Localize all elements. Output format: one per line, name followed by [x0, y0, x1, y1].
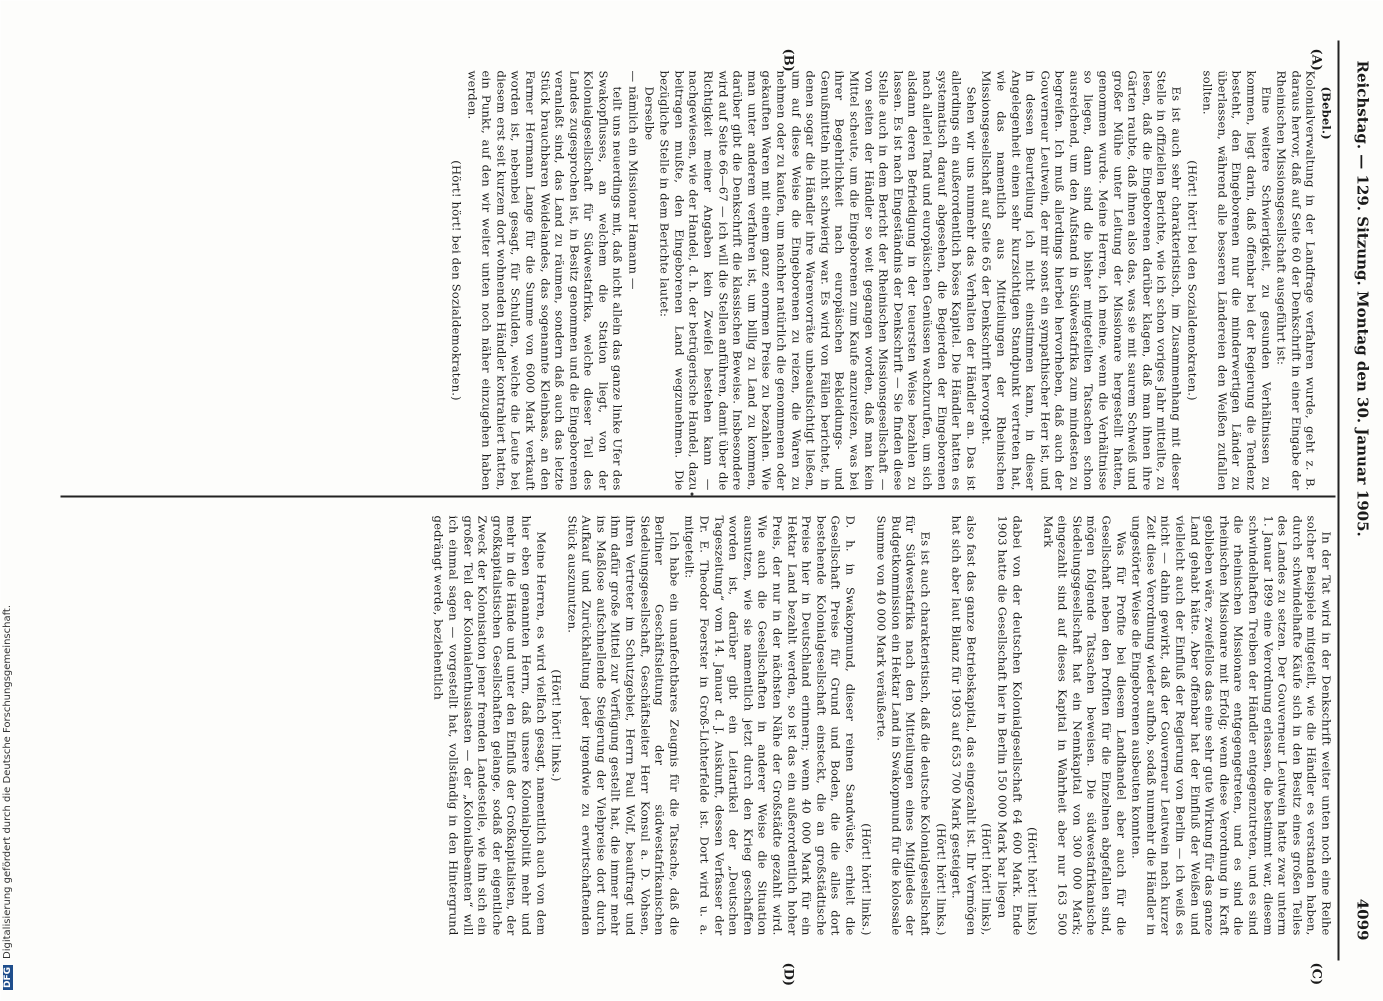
- paragraph: also fast das ganze Betriebskapital, das eingezahlt ist. Ihr Vermögen hat sich aber laut Bilanz für 1903 auf 653 700 Mark gesteigert.: [949, 515, 978, 936]
- column-marker-c: (C): [1308, 962, 1323, 986]
- paragraph: In der Tat wird in der Denkschrift weiter unten noch eine Reihe solcher Beispiele mitgeteilt, wie die Händler es verstanden haben, durch schwindelhafte Käufe sich in den Besitz eines großen Teiles des Landes zu setzen. Der Gouverneur Leutwein hatte zwar unterm 1. Januar 1899 eine Verordnung erlassen, die bestimmt war, diesem schwindelhaften Treiben der Händler entgegenzutreten, und es sind die rheinischen Missionare entgegengetreten, und es sind die rheinischen Missionare mit Erfolg; wenn diese Verordnung in Kraft geblieben wäre, zweifellos das eine sehr gute Wirkung für das ganze Land gehabt hätte. Aber offenbar hat der Einfluß der Weißen und vielleicht auch der Einfluß der Regierung von Berlin — ich weiß es nicht — dahin gewirkt, daß der Gouverneur Leutwein nach kurzer Zeit diese Verordnung wieder aufhob, sodaß nunmehr die Händler in ungestörter Weise die Eingeborenen ausbeuten konnten.: [1129, 515, 1333, 936]
- paragraph: D. h. in Swakopmund, dieser reinen Sandwüste, erhielt die Gesellschaft Preise für Grund und Boden, die die alles dort bestehende Kolonialgesellschaft einsteckt, die an großstädtische Preise hier in Deutschland erinnern; wenn 40 000 Mark für ein Hektar Land bezahlt werden, so ist das ein außerordentlich hoher Preis, der nur in der nächsten Nähe der Großstädte gezahlt wird. Wie auch die Gesellschaften in anderer Weise die Situation ausnutzen, wie sie namentlich jetzt durch den Krieg geschaffen worden ist, darüber gibt ein Leitartikel der „Deutschen Tageszeitung“ vom 14. Januar d. J. Auskunft, dessen Verfasser der Dr. E. Theodor Foerster in Groß-Lichterfelde ist. Dort wird u. a. mitgeteilt:: [682, 515, 857, 936]
- page-header: [1345, 61, 1371, 941]
- right-column: [430, 516, 1333, 936]
- interjection: (Hört! hört! links.): [858, 823, 873, 936]
- interjection: (Hört! hört! bei den Sozialdemokraten.): [448, 160, 463, 401]
- digitization-credit: Digitalisierung gefördert durch die Deutsche Forschungsgemeinschaft.: [2, 604, 13, 959]
- paragraph: — nämlich ein Missionar Hamann —: [626, 70, 641, 290]
- paragraph: Was für Profite bei diesem Landhandel aber auch für die Gesellschaft neben den Profiten für die Einzelnen abgefallen sind, mögen folgende Tatsachen beweisen. Die südwestafrikanische Siedelungsgesellschaft hat ein Nennkapital von 300 000 Mark; eingezahlt sind auf dieses Kapital in Wahrheit aber nur 163 500 Mark: [1040, 515, 1128, 936]
- interjection: (Hört! hört! bei den Sozialdemokraten.): [1184, 160, 1199, 401]
- paragraph: dabei von der deutschen Kolonialgesellschaft 64 600 Mark. Ende 1903 hatte die Gesellschaft hier in Berlin 150 000 Mark bar liegen: [994, 515, 1024, 936]
- paragraph: Es ist auch charakteristisch, daß die deutsche Kolonialgesellschaft für Südwestafrika nach den Mitteilungen eines Mitgliedes der Budgetkommission ein Hektar Land in Swakopmund für die kolossale Summe von 40 000 Mark veräußerte.: [874, 515, 932, 936]
- interjection: (Hört! hört! links.): [933, 823, 948, 936]
- paragraph: Sehen wir uns nunmehr das Verhalten der Händler an. Das ist allerdings ein außerordentlich böses Kapitel. Die Händler hatten es systematisch darauf abgesehen, die Begierden der Eingeborenen nach allerlei Tand und europäischen Genüssen wachzurufen, um sich alsdann deren Befriedigung in der teuersten Weise bezahlen zu lassen. Es ist nach Eingeständnis der Denkschrift — Sie finden diese Stelle auch in dem Bericht der Rheinischen Missionsgesellschaft — von seiten der Händler so weit gegangen worden, daß man kein Mittel scheute, um die Eingeborenen zum Kaufe anzureizen, was bei ihrer Begehrlichkeit nach europäischen Bekleidungs- und Genußmitteln nicht schwierig war. Es wird von Fällen berichtet, in denen sogar die Händler ihre Warenvorräte unbeaufsichtigt ließen, um auf diese Weise die Eingeborenen zu reizen, die Waren zu nehmen oder zu kaufen, um nachher natürlich die genommenen oder gekauften Waren mit einem ganz enormen Preise zu bezahlen. Wie man unter anderem verfahren ist, um billig zu Land zu kommen, darüber gibt die Denkschrift die klassischen Beweise. Insbesondere wird auf Seite 66—67 — ich will die Stellen anführen, damit über die Richtigkeit meiner Angaben kein Zweifel bestehen kann — nachgewiesen, wie der Handel, d. h. der betrügerische Handel, dazu beitragen mußte, den Eingeborenen Land wegzunehmen. Die bezügliche Stelle in dem Berichte lautet:: [657, 70, 978, 491]
- interjection: (Hört! hört! links),: [979, 823, 994, 936]
- column-divider: [60, 496, 1335, 498]
- print-speck: [690, 493, 693, 496]
- column-marker-d: (D): [780, 962, 795, 987]
- column-marker-b: (B): [780, 48, 795, 72]
- paragraph: Es ist auch sehr charakteristisch, im Zusammenhang mit dieser Stelle in offiziellen Berichte, wie ich schon voriges Jahr mitteilte, zu lesen, daß die Eingeborenen darüber klagen, daß man ihnen ihre Gärten raubte, daß ihnen also das, was sie mit saurem Schweiß und großer Mühe unter Leitung der Missionare hergestellt hatten, genommen wurde. Meine Herren, ich meine, wenn die Verhältnisse so liegen, dann sind die bisher mitgeteilten Tatsachen schon ausreichend, um den Aufstand in Südwestafrika zum mindesten zu begreifen. Ich muß allerdings hierbei hervorheben, daß auch der Gouverneur Leutwein, der mir sonst ein sympathischer Herr ist, und in dessen Beurteilung ich nicht einstimmen kann, in dieser Angelegenheit einen sehr kurzsichtigen Standpunkt vertreten hat, wie das namentlich aus Mitteilungen der Rheinischen Missionsgesellschaft auf Seite 65 der Denkschrift hervorgeht.: [979, 70, 1184, 491]
- dfg-logo: DFG: [3, 966, 13, 988]
- interjection: (Hört! hört! links.): [549, 669, 564, 782]
- column-marker-a: (A): [1308, 48, 1323, 71]
- session-title: Reichstag. — 129. Sitzung. Montag den 30. Januar 1905.: [1353, 60, 1371, 537]
- header-rule: [1337, 41, 1339, 961]
- interjection: (Hört! hört! links): [1025, 827, 1040, 936]
- quoted-paragraph: teilt uns neuerdings mit, daß nicht allein das ganze linke Ufer des Swakopflusses, an welchem die Station liegt, von der Kolonialgesellschaft für Südwestafrika, welche dieser Teil des Landes zugesprochen ist, in Besitz genommen und die Eingeborenen veranlaßt sind, das Land zu räumen, sondern daß auch das letzte Stück brauchbaren Weidelandes, das sogenannte Kleinbaas, an den Farmer Hermann Lange für die Summe von 6000 Mark verkauft worden ist, nebenbei gesagt, für Schulden, welche die Leute bei diesem erst seit kurzem dort wohnenden Händler kontrahiert hatten, ein Punkt, auf den wir weiter unten noch näher einzugehen haben werden.: [464, 70, 625, 491]
- quoted-paragraph: Ich habe ein unanfechtbares Zeugnis für die Tatsache, daß die Berliner Geschäftsleitung der südwestafrikanischen Siedelungsgesellschaft, Geschäftsleiter Herr Konsul a. D. Vohsen, ihren Vertreter im Schutzgebiet, Herrn Paul Wolf, beauftragt und ihm dafür große Mittel zur Verfügung gestellt hat, die immer mehr ins Maßlose aufschnellende Steigerung der Viehpreise dort durch Aufkauf und Zurückhaltung jeder irgendwie zu erwirtschaftenden Stück auszunutzen.: [564, 515, 681, 936]
- page-number: 4099: [1353, 898, 1371, 941]
- speaker-name: (Bebel.): [1319, 86, 1333, 140]
- left-column: [447, 71, 1333, 491]
- paragraph: Derselbe: [641, 86, 656, 141]
- scanned-page: [0, 1, 1383, 1001]
- quoted-paragraph: Eine weitere Schwierigkeit, zu gesunden Verhältnissen zu kommen, liegt darin, daß offenbar bei der Regierung die Tendenz besteht, den Eingeborenen nur die minderwertigen Länder zu überlassen, während alle besseren Ländereien den Weißen zufallen sollten.: [1200, 70, 1273, 491]
- paragraph: Meine Herren, es wird vielfach gesagt, namentlich auch von dem hier eben genannten Herrn, daß unsere Kolonialpolitik mehr und mehr in die Hände und unter den Einfluß der Großkapitalisten, der großkapitalistischen Gesellschaften gelange, sodaß der eigentliche Zweck der Kolonisation jener fremden Landesteile, wie ihn sich ein großer Teil der Kolonialenthusiasten — der „Kolonialbeamten“ will ich einmal sagen — vorgestellt hat, vollständig in den Hintergrund gedrängt werde, beziehentlich: [431, 515, 548, 936]
- paragraph: Kolonialverwaltung in der Landfrage verfahren wurde, geht z. B. daraus hervor, daß auf Seite 60 der Denkschrift in einer Eingabe der Rheinischen Missionsgesellschaft ausgeführt ist:: [1274, 70, 1318, 491]
